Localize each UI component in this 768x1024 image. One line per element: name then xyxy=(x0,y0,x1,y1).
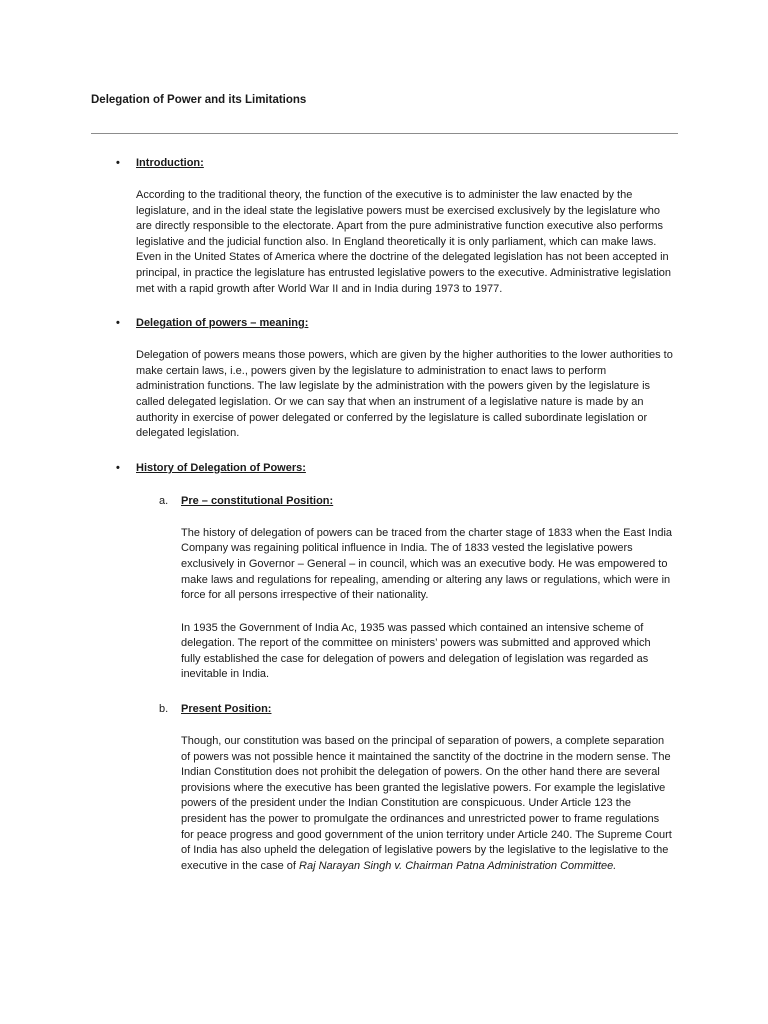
case-citation: Raj Narayan Singh v. Chairman Patna Administration Committee. xyxy=(299,859,617,872)
document-body xyxy=(0,155,768,874)
list-marker: b. xyxy=(159,703,169,716)
bullet-icon: • xyxy=(116,317,120,330)
pre-constitutional-paragraph-1: The history of delegation of powers can be traced from the charter stage of 1833 when the East India Company was regaining political influence in India. The of 1833 vested the legislative powers exclusively in Governor – General – in council, which was an executive body. He was empowered to make laws and regulations for repealing, amending or altering any laws or regulations, which were in force for all persons irrespective of their nationality. xyxy=(181,526,673,602)
section-heading-history xyxy=(0,460,768,476)
subsection-heading-text: Present Position: xyxy=(181,703,272,716)
present-position-paragraph xyxy=(0,734,673,874)
list-marker: a. xyxy=(159,494,169,507)
title-divider xyxy=(91,133,678,134)
introduction-paragraph: According to the traditional theory, the function of the executive is to administer the law enacted by the legislature, and in the ideal state the legislative powers must be exercised exclusively by the legislature who are directly responsible to the electorate. Apart from the pure administrative function executive also performs legislative and the judicial function also. In England theoretically it is only parliament, which can make laws. Even in the United States of America where the doctrine of the delegated legislation has not been accepted in principal, in practice the legislature has entrusted legislative powers to the executive. Administrative legislation met with a rapid growth after World War II and in India during 1973 to 1977. xyxy=(136,189,672,295)
bullet-icon: • xyxy=(116,461,120,474)
document-title: Delegation of Power and its Limitations xyxy=(91,94,307,106)
section-heading-introduction xyxy=(0,155,768,171)
meaning-paragraph: Delegation of powers means those powers, which are given by the higher authorities to the lower authorities to make certain laws, i.e., powers given by the legislature to administration to enact laws to perform administration functions. The law legislate by the administration with the powers given by the legislature is called delegated legislation. Or we can say that when an instrument of a legislative nature is made by an authority in exercise of power delegated or conferred by the legislature is called subordinate legislation or delegated legislation. xyxy=(136,349,673,440)
section-heading-text: Delegation of powers – meaning: xyxy=(136,317,309,330)
section-heading-meaning xyxy=(0,315,768,331)
section-heading-text: Introduction: xyxy=(136,157,204,169)
present-position-text: Though, our constitution was based on the principal of separation of powers, a complete separation of powers was not possible hence it maintained the sanctity of the doctrine in the modern sense. The Indian Constitution does not prohibit the delegation of powers. On the other hand there are several provisions where the executive has been granted the legislative powers. For example the legislative powers of the president under the Indian Constitution are conspicuous. Under Article 123 the president has the power to promulgate the ordinances and unrestricted power to frame regulations for peace progress and good government of the union territory under Article 240. The Supreme Court of India has also upheld the delegation of legislative powers by the legislative to the legislative to the executive in the case of xyxy=(181,735,672,872)
subsection-heading-present xyxy=(0,701,768,717)
pre-constitutional-paragraph-2: In 1935 the Government of India Ac, 1935 was passed which contained an intensive scheme of delegation. The report of the committee on ministers’ powers was submitted and approved which fully established the case for delegation of powers and delegation of legislation was regarded as inevitable in India. xyxy=(181,621,651,681)
bullet-icon: • xyxy=(116,157,120,169)
subsection-heading-text: Pre – constitutional Position: xyxy=(181,494,334,507)
section-heading-text: History of Delegation of Powers: xyxy=(136,461,306,474)
subsection-heading-pre-constitutional xyxy=(0,493,768,509)
